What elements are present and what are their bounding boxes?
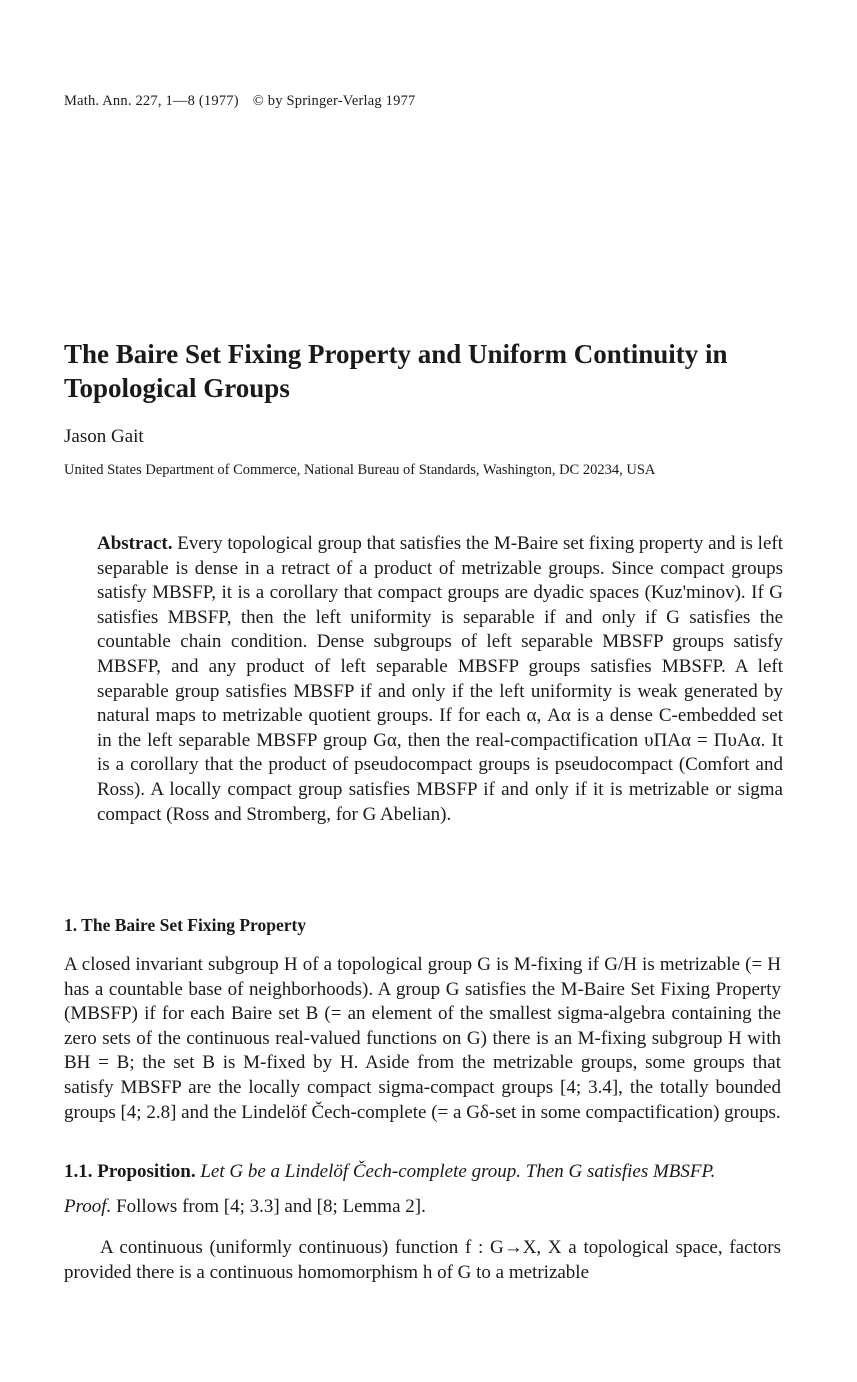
section-heading: 1. The Baire Set Fixing Property (64, 915, 307, 935)
section-paragraph-2: A continuous (uniformly continuous) function f : G→X, X a topological space, factors provided there is a continuous homomorphism h of G to a metrizable (64, 1237, 781, 1283)
proposition (64, 1160, 781, 1185)
author: Jason Gait (64, 426, 144, 447)
paper-title: The Baire Set Fixing Property and Uniform Continuity in Topological Groups (64, 339, 728, 403)
copyright: © by Springer-Verlag 1977 (252, 93, 416, 109)
proposition-label: 1.1. Proposition. (64, 1161, 196, 1182)
proof-text: Follows from [4; 3.3] and [8; Lemma 2]. (116, 1196, 426, 1217)
citation: Math. Ann. 227, 1—8 (1977) (64, 93, 239, 109)
abstract-text: Every topological group that satisfies the M-Baire set fixing property and is left separable is dense in a retract of a product of metrizable groups. Since compact groups satisfy MBSFP, it is a corollary that compact groups are dyadic spaces (Kuz'minov). If G satisfies MBSFP, then the left uniformity is separable if and only if G satisfies the countable chain condition. Dense subgroups of left separable MBSFP groups satisfy MBSFP, and any product of left separable MBSFP groups satisfies MBSFP. A left separable group satisfies MBSFP if and only if the left uniformity is weak generated by natural maps to metrizable quotient groups. If for each α, Aα is a dense C-embedded set in the left separable MBSFP group Gα, then the real-compactification υΠAα = ΠυAα. It is a corollary that the product of pseudocompact groups is pseudocompact (Comfort and Ross). A locally compact group satisfies MBSFP if and only if it is metrizable or sigma compact (Ross and Stromberg, for G Abelian). (97, 533, 783, 825)
abstract (97, 532, 783, 827)
proposition-text: Let G be a Lindelöf Čech-complete group. Then G satisfies MBSFP. (200, 1161, 716, 1182)
proof (64, 1195, 781, 1220)
section-paragraph-1: A closed invariant subgroup H of a topological group G is M-fixing if G/H is metrizable (= H has a countable base of neighborhoods). A group G satisfies the M-Baire Set Fixing Property (MBSFP) if for each Baire set B (= an element of the smallest sigma-algebra containing the zero sets of the continuous real-valued functions on G) there is an M-fixing subgroup H with BH = B; the set B is M-fixed by H. Aside from the metrizable groups, some groups that satisfy MBSFP are the locally compact sigma-compact groups [4; 3.4], the totally bounded groups [4; 2.8] and the Lindelöf Čech-complete (= a Gδ-set in some compactification) groups. (64, 954, 781, 1123)
affiliation: United States Department of Commerce, National Bureau of Standards, Washington, DC 20234, USA (64, 462, 656, 478)
abstract-label: Abstract. (97, 533, 173, 554)
journal-line (64, 93, 415, 110)
proof-label: Proof. (64, 1196, 112, 1217)
